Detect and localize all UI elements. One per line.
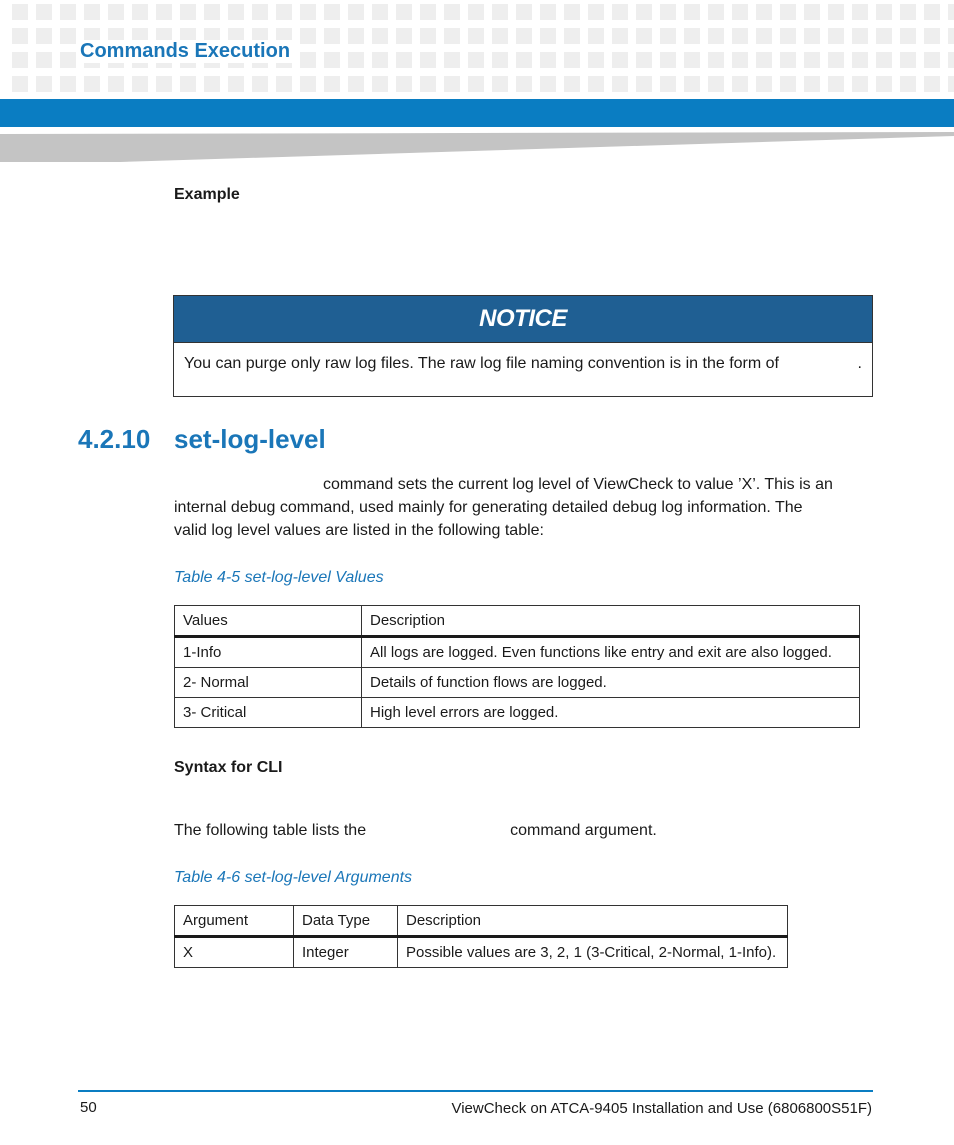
syntax-heading: Syntax for CLI [174, 759, 283, 776]
header-gray-swoosh [0, 130, 954, 162]
section-heading [78, 424, 326, 455]
notice-text-end: . [857, 355, 862, 372]
table-header-cell: Data Type [294, 906, 398, 937]
table-row [175, 637, 860, 668]
footer-document-title: ViewCheck on ATCA-9405 Installation and Use (6806800S51F) [451, 1100, 872, 1117]
table-cell: 3- Critical [175, 698, 362, 728]
table-arguments [174, 905, 788, 968]
intro-line-2: internal debug command, used mainly for generating detailed debug log information. The [174, 499, 803, 516]
section-title: set-log-level [174, 424, 326, 454]
intro-line-1: command sets the current log level of ViewCheck to value ’X’. This is an [323, 476, 833, 493]
table-cell: X [175, 937, 294, 968]
table-header-cell: Values [175, 606, 362, 637]
table-cell: 1-Info [175, 637, 362, 668]
table-cell: 2- Normal [175, 668, 362, 698]
table-cell: All logs are logged. Even functions like entry and exit are also logged. [362, 637, 860, 668]
table-row [175, 698, 860, 728]
table-header-row [175, 906, 788, 937]
page-number: 50 [80, 1099, 97, 1116]
section-intro [174, 473, 864, 542]
notice-title: NOTICE [479, 305, 567, 332]
table-row [175, 668, 860, 698]
notice-text: You can purge only raw log files. The raw log file naming convention is in the form of [184, 355, 779, 372]
syntax-paragraph [174, 819, 864, 842]
syntax-lead: The following table lists the [174, 822, 367, 839]
table-cell: Possible values are 3, 2, 1 (3-Critical, 2-Normal, 1-Info). [398, 937, 788, 968]
syntax-tail: command argument. [510, 822, 657, 839]
intro-line-3: valid log level values are listed in the following table: [174, 522, 544, 539]
table-header-cell: Description [362, 606, 860, 637]
header-blue-band [0, 99, 954, 127]
notice-body [174, 343, 872, 385]
table-header-cell: Description [398, 906, 788, 937]
running-header: Commands Execution [80, 40, 291, 62]
table-cell: Details of function flows are logged. [362, 668, 860, 698]
notice-box [173, 295, 873, 397]
table-values-caption: Table 4-5 set-log-level Values [174, 569, 384, 586]
table-args-caption: Table 4-6 set-log-level Arguments [174, 869, 413, 886]
section-number: 4.2.10 [78, 424, 151, 454]
table-row [175, 937, 788, 968]
notice-header [174, 296, 872, 343]
table-header-row [175, 606, 860, 637]
table-cell: Integer [294, 937, 398, 968]
footer-rule [78, 1090, 873, 1092]
table-header-cell: Argument [175, 906, 294, 937]
table-values [174, 605, 860, 728]
table-cell: High level errors are logged. [362, 698, 860, 728]
example-heading: Example [174, 186, 240, 203]
